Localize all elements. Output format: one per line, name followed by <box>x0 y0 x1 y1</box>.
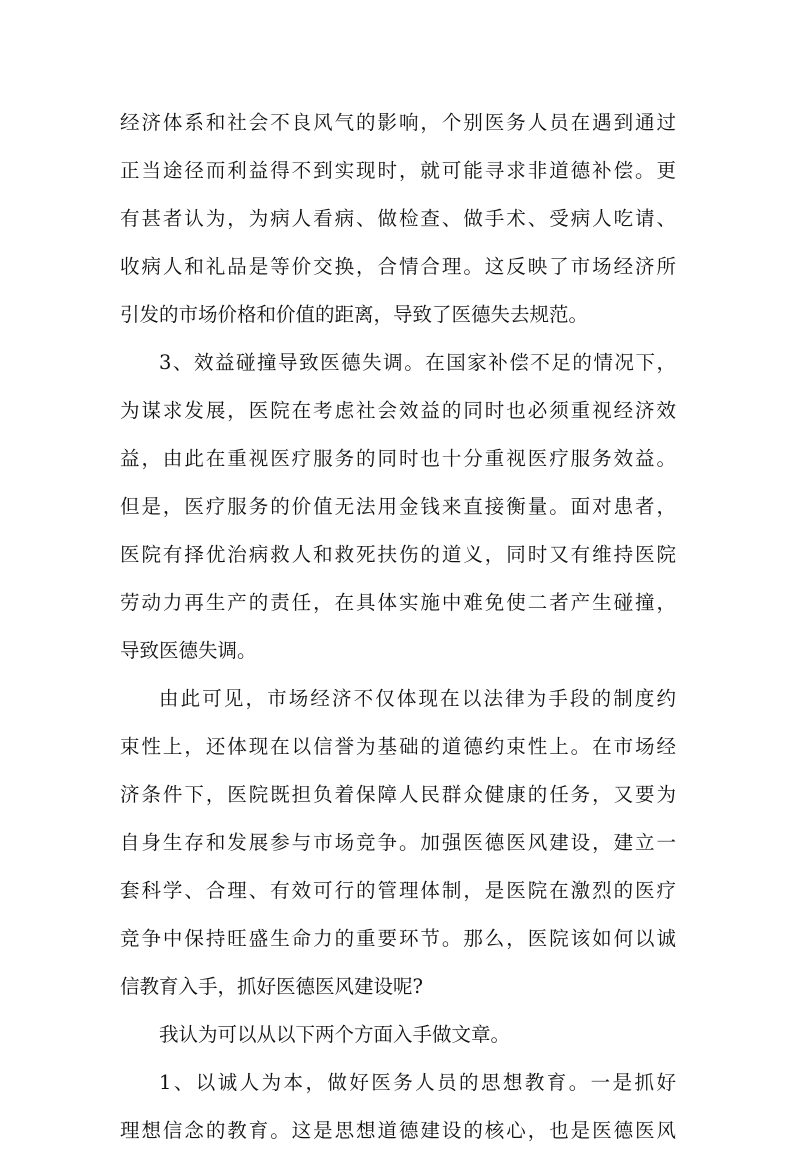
text-line: 劳动力再生产的责任，在具体实施中难免使二者产生碰撞， <box>120 591 676 614</box>
text-line: 经济体系和社会不良风气的影响，个别医务人员在遇到通过 <box>120 111 676 134</box>
text-line: 3、效益碰撞导致医德失调。在国家补偿不足的情况下， <box>159 351 676 374</box>
text-line: 收病人和礼品是等价交换，合情合理。这反映了市场经济所 <box>120 255 676 278</box>
text-line: 束性上，还体现在以信誉为基础的道德约束性上。在市场经 <box>120 735 676 758</box>
text-line: 益，由此在重视医疗服务的同时也十分重视医疗服务效益。 <box>120 447 676 470</box>
text-line: 有甚者认为，为病人看病、做检查、做手术、受病人吃请、 <box>120 207 676 230</box>
text-line: 理想信念的教育。这是思想道德建设的核心，也是医德医风 <box>120 1119 676 1142</box>
text-line: 医院有择优治病救人和救死扶伤的道义，同时又有维持医院 <box>120 543 676 566</box>
text-line: 1、以诚人为本，做好医务人员的思想教育。一是抓好 <box>159 1071 676 1094</box>
text-line: 信教育入手，抓好医德医风建设呢? <box>120 975 423 998</box>
text-line: 我认为可以从以下两个方面入手做文章。 <box>159 1023 511 1046</box>
text-line: 由此可见，市场经济不仅体现在以法律为手段的制度约 <box>159 687 676 710</box>
text-line: 导致医德失调。 <box>120 639 257 662</box>
text-line: 竞争中保持旺盛生命力的重要环节。那么，医院该如何以诚 <box>120 927 676 950</box>
text-line: 引发的市场价格和价值的距离，导致了医德失去规范。 <box>120 303 589 326</box>
text-line: 自身生存和发展参与市场竞争。加强医德医风建设，建立一 <box>120 831 676 854</box>
text-line: 济条件下，医院既担负着保障人民群众健康的任务，又要为 <box>120 783 676 806</box>
text-line: 套科学、合理、有效可行的管理体制，是医院在激烈的医疗 <box>120 879 676 902</box>
body-text <box>120 99 676 1155</box>
text-line: 正当途径而利益得不到实现时，就可能寻求非道德补偿。更 <box>120 159 676 182</box>
text-line: 为谋求发展，医院在考虑社会效益的同时也必须重视经济效 <box>120 399 676 422</box>
text-line: 但是，医疗服务的价值无法用金钱来直接衡量。面对患者， <box>120 495 676 518</box>
